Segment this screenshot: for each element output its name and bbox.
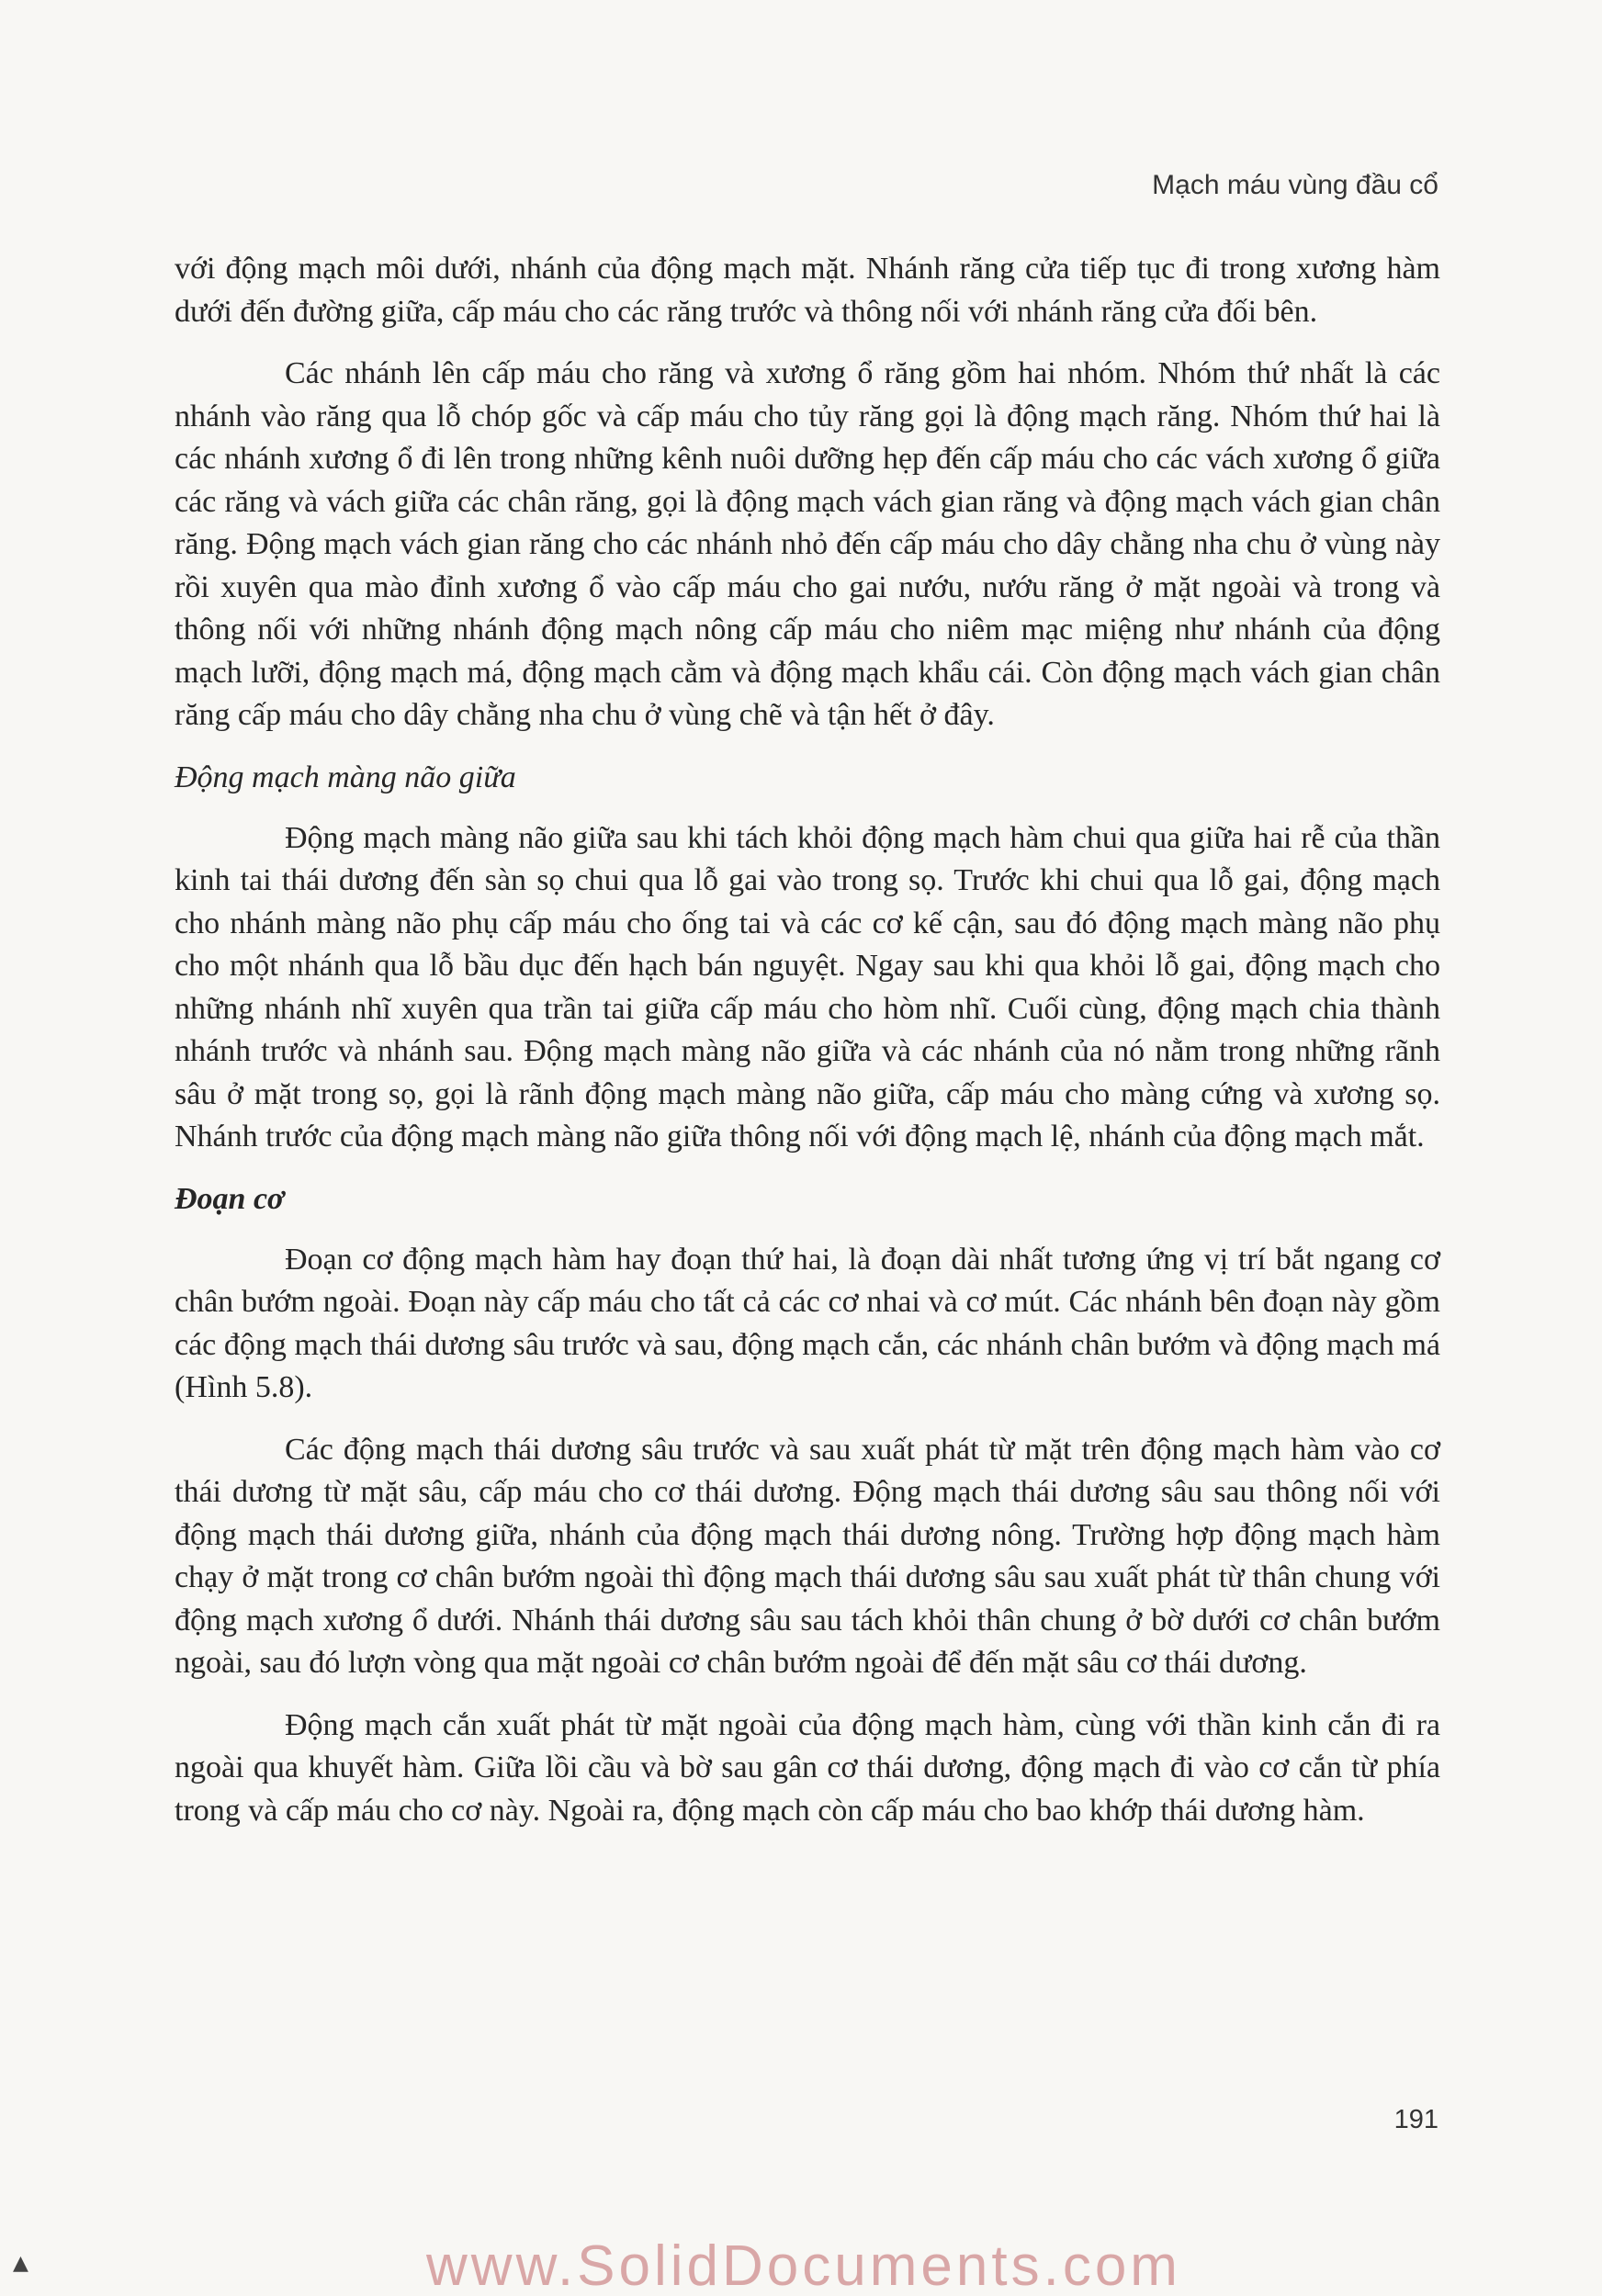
section-heading-middle-meningeal: Động mạch màng não giữa bbox=[175, 760, 516, 794]
corner-arrow-icon: ▲ bbox=[13, 2252, 28, 2275]
paragraph-4: Đoạn cơ động mạch hàm hay đoạn thứ hai, là đoạn dài nhất tương ứng vị trí bắt ngang cơ chân bướm ngoài. Đoạn này cấp máu cho tất cả các cơ nhai và cơ mút. Các nhánh bên đoạn này gồm các động mạch thái dương sâu trước và sau, động mạch cắn, các nhánh chân bướm và động mạch má (Hình 5.8). bbox=[175, 1242, 1440, 1404]
paragraph-3: Động mạch màng não giữa sau khi tách khỏi động mạch hàm chui qua giữa hai rễ của thần kinh tai thái dương đến sàn sọ chui qua lỗ gai vào trong sọ. Trước khi chui qua lỗ gai, động mạch cho nhánh màng não phụ cấp máu cho ống tai và các cơ kế cận, sau đó động mạch màng não phụ cho một nhánh qua lỗ bầu dục đến hạch bán nguyệt. Ngay sau khi qua khỏi lỗ gai, động mạch cho những nhánh nhĩ xuyên qua trần tai giữa cấp máu cho hòm nhĩ. Cuối cùng, động mạch chia thành nhánh trước và nhánh sau. Động mạch màng não giữa và các nhánh của nó nằm trong những rãnh sâu ở mặt trong sọ, gọi là rãnh động mạch màng não giữa, cấp máu cho màng cứng và xương sọ. Nhánh trước của động mạch màng não giữa thông nối với động mạch lệ, nhánh của động mạch mắt. bbox=[175, 820, 1440, 1154]
watermark: www.SolidDocuments.com bbox=[426, 2234, 1181, 2296]
paragraph-6: Động mạch cắn xuất phát từ mặt ngoài của động mạch hàm, cùng với thần kinh cắn đi ra ngoài qua khuyết hàm. Giữa lồi cầu và bờ sau gân cơ thái dương, động mạch đi vào cơ cắn từ phía trong và cấp máu cho cơ này. Ngoài ra, động mạch còn cấp máu cho bao khớp thái dương hàm. bbox=[175, 1707, 1440, 1828]
paragraph-1: với động mạch môi dưới, nhánh của động mạch mặt. Nhánh răng cửa tiếp tục đi trong xương hàm dưới đến đường giữa, cấp máu cho các răng trước và thông nối với nhánh răng cửa đối bên. bbox=[175, 252, 1440, 329]
running-header: Mạch máu vùng đầu cổ bbox=[1152, 170, 1438, 200]
paragraph-2: Các nhánh lên cấp máu cho răng và xương ổ răng gồm hai nhóm. Nhóm thứ nhất là các nhánh vào răng qua lỗ chóp gốc và cấp máu cho tủy răng gọi là động mạch răng. Nhóm thứ hai là các nhánh xương ổ đi lên trong những kênh nuôi dưỡng hẹp đến cấp máu cho các vách xương ổ giữa các răng và vách giữa các chân răng, gọi là động mạch vách gian răng và động mạch vách gian chân răng. Động mạch vách gian răng cho các nhánh nhỏ đến cấp máu cho dây chằng nha chu ở vùng này rồi xuyên qua mào đỉnh xương ổ vào cấp máu cho gai nướu, nướu răng ở mặt ngoài và trong và thông nối với những nhánh động mạch nông cấp máu cho niêm mạc miệng như nhánh của động mạch lưỡi, động mạch má, động mạch cằm và động mạch khẩu cái. Còn động mạch vách gian chân răng cấp máu cho dây chằng nha chu ở vùng chẽ và tận hết ở đây. bbox=[175, 356, 1440, 732]
section-heading-muscular: Đoạn cơ bbox=[175, 1181, 285, 1216]
page-content bbox=[175, 248, 1440, 1851]
page-number: 191 bbox=[1393, 2105, 1438, 2134]
paragraph-5: Các động mạch thái dương sâu trước và sau xuất phát từ mặt trên động mạch hàm vào cơ thái dương từ mặt sâu, cấp máu cho cơ thái dương. Động mạch thái dương sâu sau thông nối với động mạch thái dương giữa, nhánh của động mạch thái dương nông. Trường hợp động mạch hàm chạy ở mặt trong cơ chân bướm ngoài thì động mạch thái dương sâu sau xuất phát từ thân chung với động mạch xương ổ dưới. Nhánh thái dương sâu sau tách khỏi thân chung ở bờ dưới cơ chân bướm ngoài, sau đó lượn vòng qua mặt ngoài cơ chân bướm ngoài để đến mặt sâu cơ thái dương. bbox=[175, 1432, 1440, 1680]
